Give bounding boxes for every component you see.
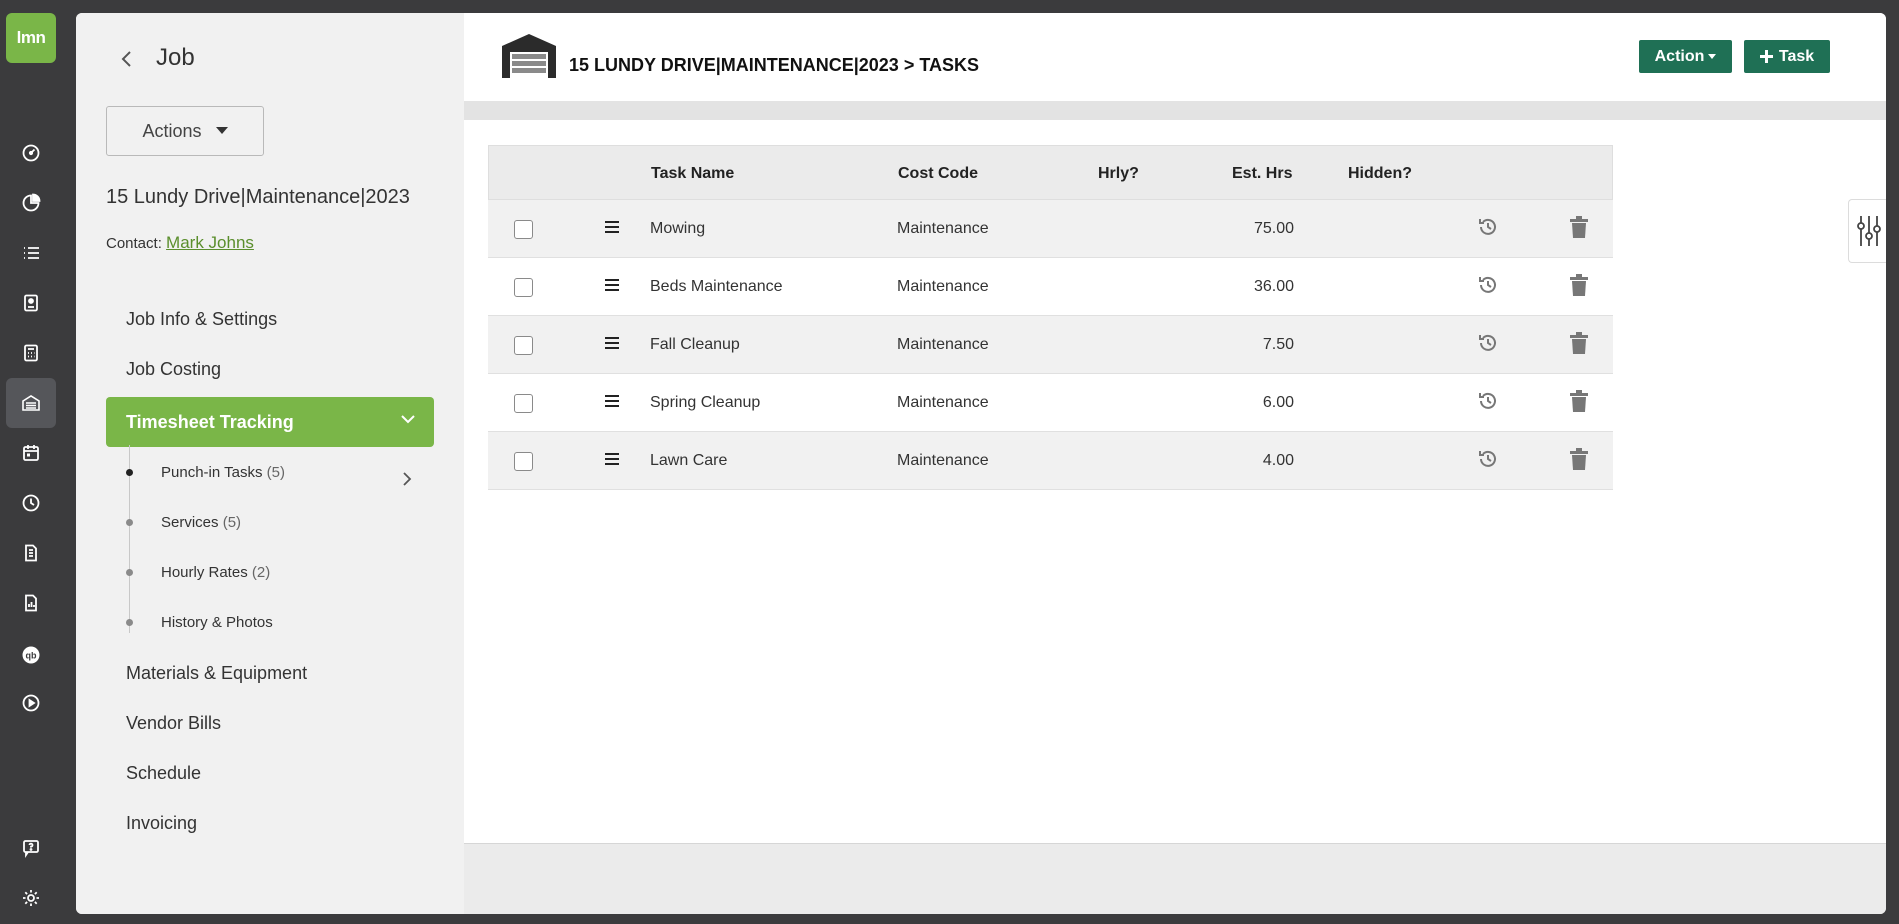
job-sidebar	[76, 13, 464, 914]
clock-icon[interactable]	[6, 478, 56, 528]
nav-timesheet-label: Timesheet Tracking	[126, 411, 294, 432]
page-title: Job	[156, 44, 195, 71]
hourly-count: (2)	[251, 564, 271, 581]
task-label: Task	[1778, 47, 1815, 65]
lmn-logo[interactable]	[6, 13, 56, 63]
cost-code: Maintenance	[897, 394, 989, 411]
nav-materials[interactable]: Materials & Equipment	[126, 663, 308, 683]
svg-text:qb: qb	[25, 650, 37, 661]
plus-icon	[1760, 50, 1773, 63]
header-divider	[464, 101, 1886, 120]
services-label: Services	[161, 514, 219, 531]
nav-invoicing[interactable]: Invoicing	[126, 813, 198, 833]
history-icon[interactable]	[1477, 274, 1499, 296]
report-icon[interactable]	[6, 578, 56, 628]
action-label: Action	[1654, 47, 1705, 65]
est-hrs: 7.50	[1262, 336, 1294, 353]
action-dropdown-button[interactable]	[1639, 40, 1732, 73]
punch-in-count: (5)	[266, 464, 285, 481]
table-row[interactable]	[488, 258, 1613, 316]
tasks-table	[488, 145, 1613, 490]
nav-schedule[interactable]: Schedule	[126, 763, 202, 783]
breadcrumb-title: 15 LUNDY DRIVE|MAINTENANCE|2023 > TASKS	[569, 55, 980, 75]
history-icon[interactable]	[1477, 216, 1499, 238]
history-icon[interactable]	[1477, 332, 1499, 354]
nav-job-info[interactable]: Job Info & Settings	[126, 309, 278, 329]
col-hidden[interactable]: Hidden?	[1348, 165, 1412, 182]
col-cost-code[interactable]: Cost Code	[898, 165, 978, 182]
row-checkbox[interactable]	[514, 336, 533, 355]
sub-nav-dot	[126, 569, 133, 576]
table-row[interactable]	[488, 200, 1613, 258]
punch-in-label: Punch-in Tasks	[161, 464, 263, 481]
sub-nav-dot	[126, 519, 133, 526]
col-est-hrs[interactable]: Est. Hrs	[1232, 165, 1293, 182]
task-name: Beds Maintenance	[650, 278, 783, 295]
invoice-icon[interactable]	[6, 528, 56, 578]
content-header	[464, 13, 1886, 101]
subnav-punch-in-tasks[interactable]	[161, 464, 285, 481]
contact-link[interactable]: Mark Johns	[166, 233, 254, 252]
drag-handle-icon[interactable]	[604, 452, 620, 466]
table-row[interactable]	[488, 316, 1613, 374]
est-hrs: 36.00	[1253, 278, 1294, 295]
help-icon[interactable]	[6, 823, 56, 873]
cost-code: Maintenance	[897, 336, 989, 353]
dashboard-icon[interactable]	[6, 128, 56, 178]
row-checkbox[interactable]	[514, 452, 533, 471]
sub-nav-dot	[126, 469, 133, 476]
col-task-name[interactable]: Task Name	[651, 165, 735, 182]
back-icon[interactable]	[114, 46, 138, 72]
drag-handle-icon[interactable]	[604, 278, 620, 292]
task-name: Lawn Care	[650, 452, 728, 469]
chart-pie-icon[interactable]	[6, 178, 56, 228]
row-checkbox[interactable]	[514, 220, 533, 239]
contact-card-icon[interactable]	[6, 278, 56, 328]
hourly-label: Hourly Rates	[161, 564, 248, 581]
calendar-icon[interactable]	[6, 428, 56, 478]
quickbooks-icon[interactable]	[6, 630, 56, 680]
subnav-history-photos[interactable]	[161, 614, 273, 631]
add-task-button[interactable]	[1744, 40, 1830, 73]
table-header	[488, 145, 1613, 200]
est-hrs: 75.00	[1253, 220, 1294, 237]
chevron-right-icon[interactable]	[402, 471, 412, 487]
nav-vendor-bills[interactable]: Vendor Bills	[126, 713, 222, 733]
drag-handle-icon[interactable]	[604, 220, 620, 234]
services-count: (5)	[222, 514, 242, 531]
history-label: History & Photos	[161, 614, 273, 631]
sliders-icon	[1856, 214, 1882, 248]
cost-code: Maintenance	[897, 220, 989, 237]
caret-down-icon	[1708, 54, 1716, 59]
logo-text: lmn	[16, 28, 46, 47]
job-name: 15 Lundy Drive|Maintenance|2023	[106, 186, 410, 208]
icon-rail	[0, 0, 62, 924]
calculator-icon[interactable]	[6, 328, 56, 378]
subnav-hourly-rates[interactable]	[161, 564, 270, 581]
col-hrly[interactable]: Hrly?	[1098, 165, 1139, 182]
content-footer	[464, 843, 1886, 914]
sub-nav-dot	[126, 619, 133, 626]
actions-dropdown-button[interactable]	[106, 106, 264, 156]
est-hrs: 4.00	[1262, 452, 1294, 469]
gear-icon[interactable]	[6, 873, 56, 923]
trash-icon[interactable]	[1569, 332, 1589, 354]
cost-code: Maintenance	[897, 452, 989, 469]
column-settings-button[interactable]	[1848, 199, 1886, 263]
contact-label: Contact:	[106, 235, 162, 252]
history-icon[interactable]	[1477, 390, 1499, 412]
trash-icon[interactable]	[1569, 390, 1589, 412]
row-checkbox[interactable]	[514, 278, 533, 297]
caret-down-icon	[216, 127, 228, 135]
trash-icon[interactable]	[1569, 216, 1589, 238]
row-checkbox[interactable]	[514, 394, 533, 413]
table-row[interactable]	[488, 432, 1613, 490]
play-icon[interactable]	[6, 678, 56, 728]
garage-icon	[500, 32, 558, 78]
actions-label: Actions	[142, 120, 202, 141]
task-name: Mowing	[650, 220, 706, 237]
subnav-services[interactable]	[161, 514, 241, 531]
trash-icon[interactable]	[1569, 274, 1589, 296]
main-card	[76, 13, 1886, 914]
nav-timesheet-tracking[interactable]	[106, 397, 434, 447]
trash-icon[interactable]	[1569, 448, 1589, 470]
est-hrs: 6.00	[1262, 394, 1294, 411]
task-name: Fall Cleanup	[650, 336, 740, 353]
chevron-down-icon	[400, 414, 416, 424]
nav-job-costing[interactable]: Job Costing	[126, 359, 222, 379]
cost-code: Maintenance	[897, 278, 989, 295]
task-name: Spring Cleanup	[650, 394, 761, 411]
table-row[interactable]	[488, 374, 1613, 432]
garage-icon[interactable]	[6, 378, 56, 428]
list-icon[interactable]	[6, 228, 56, 278]
drag-handle-icon[interactable]	[604, 336, 620, 350]
drag-handle-icon[interactable]	[604, 394, 620, 408]
contact-line	[106, 233, 254, 253]
history-icon[interactable]	[1477, 448, 1499, 470]
